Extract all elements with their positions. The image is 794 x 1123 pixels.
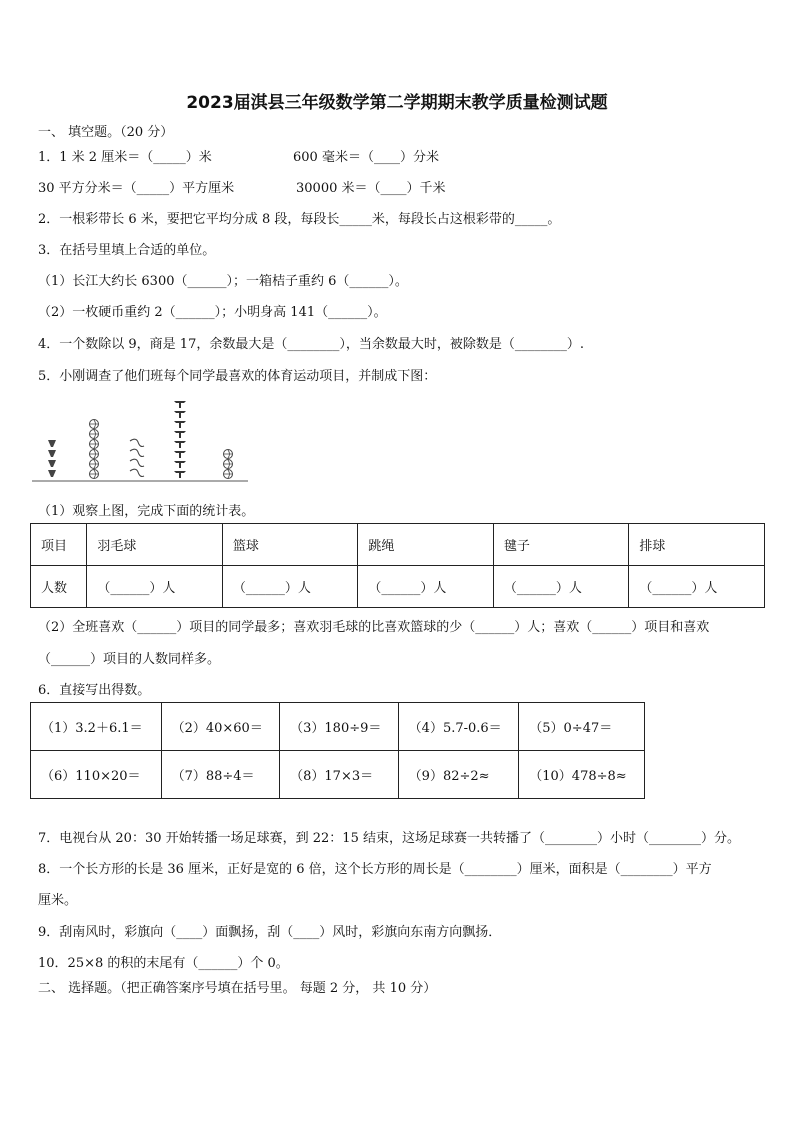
shuttlecock-symbol [48,440,56,447]
question-5-part-1: （1）观察上图，完成下面的统计表。 [38,504,255,519]
header-cell: 跳绳 [358,524,494,566]
section-1-heading: 一、 填空题。（20 分） [38,125,174,140]
count-blank: （______）人 [87,566,223,608]
jianzi-symbol [174,461,186,468]
count-blank: （______）人 [629,566,765,608]
calc-cell: （3）180÷9＝ [280,703,399,751]
header-cell: 毽子 [493,524,629,566]
jianzi-symbol [174,441,186,448]
question-3: 3．在括号里填上合适的单位。 [38,243,216,258]
count-blank: （______）人 [493,566,629,608]
table-header-row [31,524,765,566]
question-4: 4．一个数除以 9，商是 17，余数最大是（________），当余数最大时，被除数是（________）. [38,337,584,352]
calc-cell: （8）17×3＝ [280,751,399,799]
question-10: 10．25×8 的积的末尾有（______）个 0。 [38,956,289,971]
jianzi-symbol [174,411,186,418]
question-1c: 30 平方分米＝（_____）平方厘米 [38,181,235,196]
sports-pictograph [30,392,250,486]
shuttlecock-symbol [48,450,56,457]
jianzi-symbol [174,421,186,428]
basketball-symbol [90,460,99,469]
volleyball-symbol [224,460,233,469]
shuttlecock-symbol [48,460,56,467]
question-7: 7．电视台从 20：30 开始转播一场足球赛，到 22：15 结束，这场足球赛一共转播了（________）小时（________）分。 [38,831,740,846]
jump-rope-symbol [130,449,144,456]
calc-cell: （9）82÷2≈ [398,751,519,799]
volleyball-symbol [224,450,233,459]
calc-cell: （7）88÷4＝ [161,751,280,799]
calculation-table [30,702,645,799]
jianzi-symbol [174,451,186,458]
question-5-part-2a: （2）全班喜欢（______）项目的同学最多；喜欢羽毛球的比喜欢篮球的少（______）人；喜欢（______）项目和喜欢 [38,620,710,635]
question-1a: 1．1 米 2 厘米＝（_____）米 [38,150,212,165]
header-cell: 排球 [629,524,765,566]
calc-cell: （6）110×20＝ [31,751,162,799]
count-blank: （______）人 [358,566,494,608]
calc-cell: （5）0÷47＝ [519,703,645,751]
basketball-symbol [90,470,99,479]
shuttlecock-symbol [48,470,56,477]
calc-cell: （1）3.2＋6.1＝ [31,703,162,751]
header-cell: 项目 [31,524,87,566]
basketball-symbol [90,430,99,439]
section-2-heading: 二、 选择题。（把正确答案序号填在括号里。 每题 2 分， 共 10 分） [38,981,437,996]
jianzi-symbol [174,401,186,408]
volleyball-symbol [224,470,233,479]
question-6: 6．直接写出得数。 [38,683,151,698]
question-1b: 600 毫米＝（____）分米 [293,150,439,165]
question-3-part-2: （2）一枚硬币重约 2（______）；小明身高 141（______）。 [38,305,387,320]
table-row [31,751,645,799]
jianzi-symbol [174,431,186,438]
question-8b: 厘米。 [38,893,78,908]
basketball-symbol [90,440,99,449]
header-cell: 篮球 [222,524,358,566]
jump-rope-symbol [130,469,144,476]
calc-cell: （2）40×60＝ [161,703,280,751]
question-3-part-1: （1）长江大约长 6300（______）；一箱桔子重约 6（______）。 [38,274,408,289]
table-row [31,566,765,608]
basketball-symbol [90,420,99,429]
calc-cell: （10）478÷8≈ [519,751,645,799]
table-row [31,703,645,751]
statistics-table [30,523,765,608]
question-8a: 8．一个长方形的长是 36 厘米，正好是宽的 6 倍，这个长方形的周长是（________）厘米，面积是（________）平方 [38,862,712,877]
jianzi-symbol [174,471,186,478]
header-cell: 羽毛球 [87,524,223,566]
question-1d: 30000 米＝（____）千米 [296,181,446,196]
row-label: 人数 [31,566,87,608]
question-2: 2．一根彩带长 6 米，要把它平均分成 8 段，每段长_____米，每段长占这根彩带的_____。 [38,212,561,227]
basketball-symbol [90,450,99,459]
calc-cell: （4）5.7-0.6＝ [398,703,519,751]
question-5: 5．小刚调查了他们班每个同学最喜欢的体育运动项目，并制成下图： [38,369,437,384]
jump-rope-symbol [130,439,144,446]
jump-rope-symbol [130,459,144,466]
question-5-part-2b: （______）项目的人数同样多。 [38,652,221,667]
count-blank: （______）人 [222,566,358,608]
question-9: 9．刮南风时，彩旗向（____）面飘扬，刮（____）风时，彩旗向东南方向飘扬． [38,925,502,940]
page-title: 2023届淇县三年级数学第二学期期末教学质量检测试题 [186,93,608,113]
